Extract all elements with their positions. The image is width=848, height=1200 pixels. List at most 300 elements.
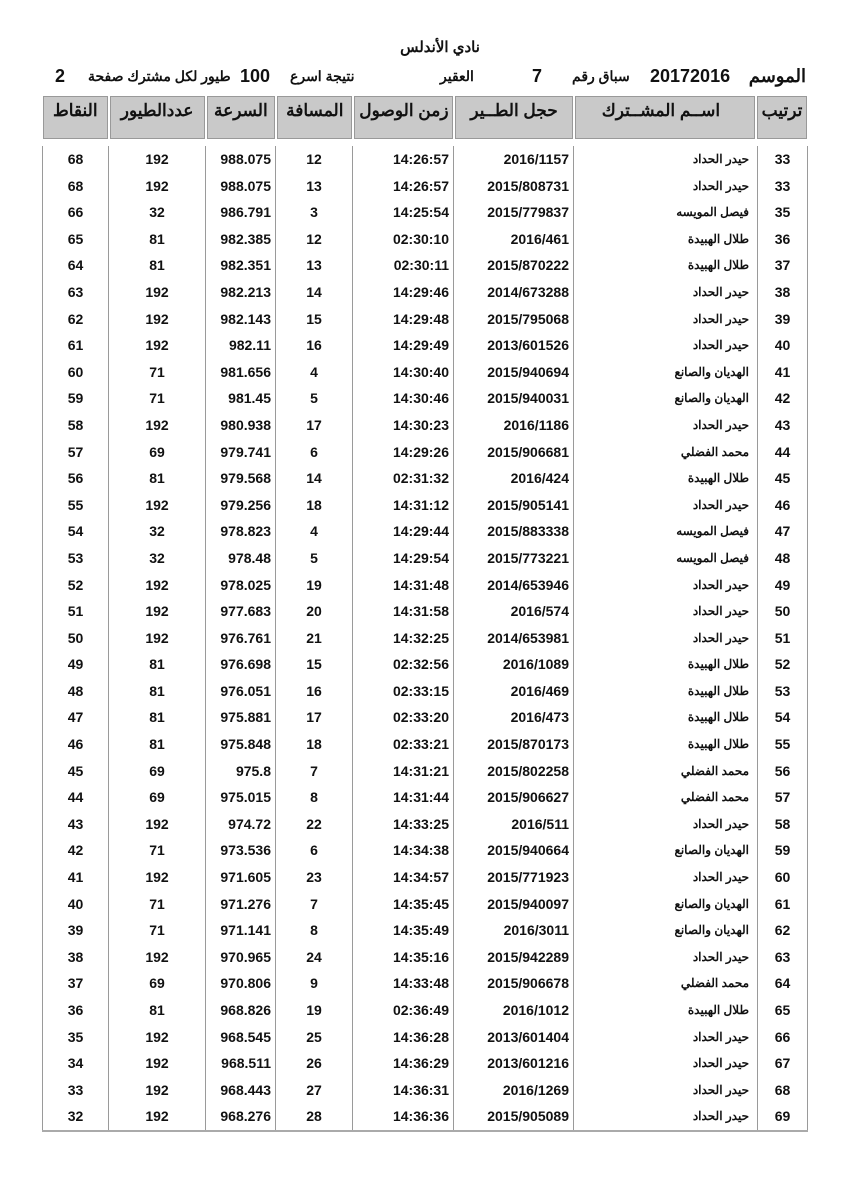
table-row (42, 758, 808, 785)
cell-speed: 977.683 (205, 598, 275, 625)
cell-distance: 20 (275, 598, 352, 625)
cell-bird-count: 81 (108, 678, 205, 705)
cell-rank: 56 (757, 758, 808, 785)
cell-distance: 22 (275, 811, 352, 838)
cell-arrival-time: 14:36:36 (352, 1103, 453, 1130)
cell-rank: 55 (757, 731, 808, 758)
cell-distance: 25 (275, 1024, 352, 1051)
cell-speed: 982.385 (205, 226, 275, 253)
cell-rank: 69 (757, 1103, 808, 1130)
cell-arrival-time: 14:31:58 (352, 598, 453, 625)
per-member-label: طيور لكل مشترك صفحة (88, 68, 231, 84)
cell-ring: 2016/473 (453, 704, 573, 731)
cell-member-name: فيصل المويسه (573, 518, 757, 545)
cell-ring: 2016/1089 (453, 651, 573, 678)
table-row (42, 173, 808, 200)
col-distance: المسافة (277, 96, 352, 139)
cell-ring: 2013/601526 (453, 332, 573, 359)
cell-arrival-time: 14:29:26 (352, 439, 453, 466)
cell-points: 41 (42, 864, 108, 891)
cell-arrival-time: 14:31:21 (352, 758, 453, 785)
cell-ring: 2015/773221 (453, 545, 573, 572)
cell-ring: 2015/905089 (453, 1103, 573, 1130)
cell-speed: 988.075 (205, 173, 275, 200)
cell-bird-count: 81 (108, 704, 205, 731)
cell-distance: 24 (275, 944, 352, 971)
cell-speed: 978.48 (205, 545, 275, 572)
cell-arrival-time: 02:30:10 (352, 226, 453, 253)
table-row (42, 997, 808, 1024)
cell-distance: 4 (275, 518, 352, 545)
cell-distance: 7 (275, 891, 352, 918)
cell-member-name: طلال الهبيدة (573, 465, 757, 492)
cell-ring: 2016/1269 (453, 1077, 573, 1104)
table-row (42, 1103, 808, 1130)
cell-bird-count: 81 (108, 226, 205, 253)
cell-member-name: محمد الفضلي (573, 758, 757, 785)
cell-ring: 2015/942289 (453, 944, 573, 971)
cell-speed: 973.536 (205, 837, 275, 864)
cell-points: 33 (42, 1077, 108, 1104)
cell-bird-count: 192 (108, 1050, 205, 1077)
cell-ring: 2016/1157 (453, 146, 573, 173)
cell-points: 55 (42, 492, 108, 519)
cell-member-name: حيدر الحداد (573, 1103, 757, 1130)
cell-rank: 33 (757, 173, 808, 200)
cell-arrival-time: 14:26:57 (352, 173, 453, 200)
cell-points: 49 (42, 651, 108, 678)
table-row (42, 864, 808, 891)
table-row (42, 492, 808, 519)
cell-points: 68 (42, 146, 108, 173)
cell-points: 42 (42, 837, 108, 864)
table-row (42, 332, 808, 359)
cell-bird-count: 192 (108, 944, 205, 971)
table-header (42, 95, 808, 140)
cell-speed: 976.698 (205, 651, 275, 678)
cell-arrival-time: 14:30:46 (352, 385, 453, 412)
cell-member-name: طلال الهبيدة (573, 252, 757, 279)
cell-distance: 14 (275, 279, 352, 306)
cell-speed: 968.826 (205, 997, 275, 1024)
cell-member-name: الهديان والصانع (573, 385, 757, 412)
cell-bird-count: 192 (108, 864, 205, 891)
cell-arrival-time: 14:36:29 (352, 1050, 453, 1077)
cell-points: 50 (42, 625, 108, 652)
table-row (42, 917, 808, 944)
cell-distance: 13 (275, 173, 352, 200)
cell-distance: 12 (275, 146, 352, 173)
cell-arrival-time: 02:36:49 (352, 997, 453, 1024)
cell-member-name: طلال الهبيدة (573, 678, 757, 705)
page-number: 2 (55, 66, 66, 86)
cell-points: 64 (42, 252, 108, 279)
table-row (42, 412, 808, 439)
cell-ring: 2016/1012 (453, 997, 573, 1024)
cell-bird-count: 81 (108, 997, 205, 1024)
cell-member-name: حيدر الحداد (573, 279, 757, 306)
table-row (42, 944, 808, 971)
cell-bird-count: 81 (108, 465, 205, 492)
cell-ring: 2014/653981 (453, 625, 573, 652)
cell-points: 48 (42, 678, 108, 705)
cell-bird-count: 192 (108, 492, 205, 519)
cell-member-name: حيدر الحداد (573, 572, 757, 599)
cell-points: 46 (42, 731, 108, 758)
cell-points: 56 (42, 465, 108, 492)
cell-member-name: محمد الفضلي (573, 784, 757, 811)
cell-arrival-time: 14:33:25 (352, 811, 453, 838)
table-row (42, 891, 808, 918)
table-row (42, 306, 808, 333)
race-label: سباق رقم (572, 68, 630, 84)
cell-arrival-time: 02:30:11 (352, 252, 453, 279)
cell-arrival-time: 02:31:32 (352, 465, 453, 492)
cell-distance: 9 (275, 970, 352, 997)
cell-ring: 2015/802258 (453, 758, 573, 785)
cell-member-name: حيدر الحداد (573, 1024, 757, 1051)
cell-speed: 978.025 (205, 572, 275, 599)
cell-speed: 982.351 (205, 252, 275, 279)
cell-points: 57 (42, 439, 108, 466)
cell-points: 68 (42, 173, 108, 200)
race-location: العقير (440, 68, 474, 84)
cell-rank: 54 (757, 704, 808, 731)
cell-speed: 974.72 (205, 811, 275, 838)
cell-distance: 21 (275, 625, 352, 652)
cell-rank: 35 (757, 199, 808, 226)
cell-speed: 971.141 (205, 917, 275, 944)
cell-bird-count: 192 (108, 625, 205, 652)
cell-bird-count: 71 (108, 917, 205, 944)
cell-ring: 2015/771923 (453, 864, 573, 891)
cell-rank: 57 (757, 784, 808, 811)
cell-arrival-time: 14:29:54 (352, 545, 453, 572)
cell-member-name: الهديان والصانع (573, 837, 757, 864)
cell-points: 44 (42, 784, 108, 811)
cell-arrival-time: 14:35:16 (352, 944, 453, 971)
cell-speed: 981.656 (205, 359, 275, 386)
cell-member-name: طلال الهبيدة (573, 226, 757, 253)
cell-distance: 15 (275, 651, 352, 678)
cell-distance: 6 (275, 439, 352, 466)
cell-arrival-time: 14:36:31 (352, 1077, 453, 1104)
cell-points: 32 (42, 1103, 108, 1130)
cell-speed: 978.823 (205, 518, 275, 545)
cell-member-name: محمد الفضلي (573, 439, 757, 466)
cell-rank: 51 (757, 625, 808, 652)
cell-bird-count: 192 (108, 412, 205, 439)
cell-ring: 2015/779837 (453, 199, 573, 226)
cell-speed: 979.568 (205, 465, 275, 492)
cell-speed: 975.881 (205, 704, 275, 731)
cell-rank: 52 (757, 651, 808, 678)
cell-arrival-time: 14:36:28 (352, 1024, 453, 1051)
cell-points: 36 (42, 997, 108, 1024)
cell-ring: 2015/808731 (453, 173, 573, 200)
cell-distance: 7 (275, 758, 352, 785)
cell-rank: 62 (757, 917, 808, 944)
cell-member-name: حيدر الحداد (573, 811, 757, 838)
cell-points: 66 (42, 199, 108, 226)
col-bird-count: عددالطيور (110, 96, 205, 139)
result-count: 100 (240, 66, 271, 86)
cell-member-name: حيدر الحداد (573, 332, 757, 359)
cell-points: 54 (42, 518, 108, 545)
result-label: نتيجة اسرع (290, 68, 355, 84)
cell-bird-count: 192 (108, 306, 205, 333)
cell-ring: 2015/906681 (453, 439, 573, 466)
cell-speed: 976.761 (205, 625, 275, 652)
cell-points: 62 (42, 306, 108, 333)
cell-rank: 33 (757, 146, 808, 173)
cell-points: 40 (42, 891, 108, 918)
table-row (42, 598, 808, 625)
cell-distance: 5 (275, 545, 352, 572)
cell-rank: 53 (757, 678, 808, 705)
cell-bird-count: 192 (108, 146, 205, 173)
cell-ring: 2014/673288 (453, 279, 573, 306)
cell-arrival-time: 14:31:44 (352, 784, 453, 811)
col-points: النقاط (43, 96, 108, 139)
cell-speed: 968.511 (205, 1050, 275, 1077)
table-row (42, 572, 808, 599)
cell-distance: 17 (275, 412, 352, 439)
cell-ring: 2014/653946 (453, 572, 573, 599)
cell-speed: 975.848 (205, 731, 275, 758)
cell-rank: 41 (757, 359, 808, 386)
table-row (42, 545, 808, 572)
season-label: الموسم (748, 66, 806, 86)
table-row (42, 518, 808, 545)
cell-distance: 15 (275, 306, 352, 333)
col-member-name: اســم المشــترك (575, 96, 755, 139)
cell-rank: 37 (757, 252, 808, 279)
cell-rank: 38 (757, 279, 808, 306)
cell-member-name: طلال الهبيدة (573, 651, 757, 678)
cell-speed: 971.605 (205, 864, 275, 891)
cell-bird-count: 71 (108, 837, 205, 864)
cell-member-name: الهديان والصانع (573, 917, 757, 944)
cell-member-name: حيدر الحداد (573, 864, 757, 891)
cell-speed: 975.015 (205, 784, 275, 811)
cell-bird-count: 192 (108, 811, 205, 838)
cell-arrival-time: 14:32:25 (352, 625, 453, 652)
cell-speed: 970.965 (205, 944, 275, 971)
table-row (42, 199, 808, 226)
table-row (42, 1024, 808, 1051)
cell-member-name: فيصل المويسه (573, 545, 757, 572)
table-row (42, 811, 808, 838)
cell-arrival-time: 14:29:49 (352, 332, 453, 359)
cell-distance: 27 (275, 1077, 352, 1104)
cell-arrival-time: 14:29:48 (352, 306, 453, 333)
cell-member-name: حيدر الحداد (573, 598, 757, 625)
cell-member-name: حيدر الحداد (573, 944, 757, 971)
cell-bird-count: 192 (108, 598, 205, 625)
cell-rank: 64 (757, 970, 808, 997)
cell-points: 58 (42, 412, 108, 439)
cell-member-name: محمد الفضلي (573, 970, 757, 997)
cell-speed: 971.276 (205, 891, 275, 918)
cell-rank: 65 (757, 997, 808, 1024)
cell-ring: 2015/940097 (453, 891, 573, 918)
table-body (42, 140, 808, 1132)
cell-points: 51 (42, 598, 108, 625)
cell-speed: 981.45 (205, 385, 275, 412)
cell-member-name: فيصل المويسه (573, 199, 757, 226)
cell-bird-count: 71 (108, 359, 205, 386)
cell-speed: 970.806 (205, 970, 275, 997)
cell-distance: 13 (275, 252, 352, 279)
cell-ring: 2015/940664 (453, 837, 573, 864)
cell-ring: 2016/424 (453, 465, 573, 492)
cell-distance: 4 (275, 359, 352, 386)
cell-member-name: حيدر الحداد (573, 625, 757, 652)
cell-ring: 2016/1186 (453, 412, 573, 439)
cell-ring: 2015/870222 (453, 252, 573, 279)
cell-member-name: حيدر الحداد (573, 146, 757, 173)
cell-ring: 2016/511 (453, 811, 573, 838)
cell-points: 34 (42, 1050, 108, 1077)
cell-rank: 50 (757, 598, 808, 625)
cell-rank: 68 (757, 1077, 808, 1104)
cell-arrival-time: 14:26:57 (352, 146, 453, 173)
table-row (42, 465, 808, 492)
cell-points: 52 (42, 572, 108, 599)
cell-bird-count: 192 (108, 1103, 205, 1130)
cell-rank: 47 (757, 518, 808, 545)
cell-speed: 986.791 (205, 199, 275, 226)
cell-ring: 2015/883338 (453, 518, 573, 545)
cell-rank: 44 (757, 439, 808, 466)
cell-arrival-time: 14:25:54 (352, 199, 453, 226)
cell-distance: 19 (275, 997, 352, 1024)
cell-rank: 67 (757, 1050, 808, 1077)
cell-speed: 979.256 (205, 492, 275, 519)
cell-member-name: حيدر الحداد (573, 173, 757, 200)
cell-ring: 2013/601216 (453, 1050, 573, 1077)
cell-distance: 3 (275, 199, 352, 226)
cell-member-name: طلال الهبيدة (573, 704, 757, 731)
table-row (42, 784, 808, 811)
cell-ring: 2015/905141 (453, 492, 573, 519)
cell-rank: 61 (757, 891, 808, 918)
cell-distance: 14 (275, 465, 352, 492)
cell-speed: 980.938 (205, 412, 275, 439)
cell-rank: 42 (757, 385, 808, 412)
cell-speed: 979.741 (205, 439, 275, 466)
cell-rank: 58 (757, 811, 808, 838)
cell-bird-count: 69 (108, 758, 205, 785)
table-row (42, 731, 808, 758)
cell-member-name: حيدر الحداد (573, 412, 757, 439)
cell-points: 39 (42, 917, 108, 944)
cell-member-name: حيدر الحداد (573, 1050, 757, 1077)
cell-speed: 982.11 (205, 332, 275, 359)
cell-distance: 5 (275, 385, 352, 412)
cell-distance: 26 (275, 1050, 352, 1077)
table-row (42, 146, 808, 173)
cell-bird-count: 81 (108, 731, 205, 758)
cell-points: 45 (42, 758, 108, 785)
cell-bird-count: 71 (108, 385, 205, 412)
cell-rank: 43 (757, 412, 808, 439)
table-row (42, 359, 808, 386)
cell-points: 61 (42, 332, 108, 359)
cell-bird-count: 81 (108, 651, 205, 678)
cell-distance: 17 (275, 704, 352, 731)
cell-arrival-time: 02:33:21 (352, 731, 453, 758)
cell-bird-count: 71 (108, 891, 205, 918)
table-row (42, 279, 808, 306)
cell-speed: 982.213 (205, 279, 275, 306)
cell-arrival-time: 02:32:56 (352, 651, 453, 678)
cell-member-name: حيدر الحداد (573, 492, 757, 519)
cell-points: 35 (42, 1024, 108, 1051)
cell-ring: 2015/795068 (453, 306, 573, 333)
table-row (42, 970, 808, 997)
cell-rank: 49 (757, 572, 808, 599)
cell-distance: 8 (275, 784, 352, 811)
cell-arrival-time: 14:33:48 (352, 970, 453, 997)
cell-member-name: طلال الهبيدة (573, 731, 757, 758)
cell-bird-count: 81 (108, 252, 205, 279)
cell-rank: 40 (757, 332, 808, 359)
cell-ring: 2015/940031 (453, 385, 573, 412)
cell-distance: 6 (275, 837, 352, 864)
table-row (42, 385, 808, 412)
cell-arrival-time: 14:29:44 (352, 518, 453, 545)
cell-rank: 39 (757, 306, 808, 333)
table-row (42, 651, 808, 678)
table-row (42, 837, 808, 864)
cell-bird-count: 69 (108, 439, 205, 466)
cell-member-name: الهديان والصانع (573, 891, 757, 918)
cell-bird-count: 192 (108, 572, 205, 599)
cell-arrival-time: 14:30:23 (352, 412, 453, 439)
club-title: نادي الأندلس (400, 39, 480, 56)
col-speed: السرعة (207, 96, 276, 139)
table-row (42, 1050, 808, 1077)
cell-points: 59 (42, 385, 108, 412)
cell-speed: 976.051 (205, 678, 275, 705)
cell-ring: 2016/3011 (453, 917, 573, 944)
table-row (42, 625, 808, 652)
cell-speed: 982.143 (205, 306, 275, 333)
cell-member-name: حيدر الحداد (573, 1077, 757, 1104)
cell-distance: 19 (275, 572, 352, 599)
cell-bird-count: 69 (108, 784, 205, 811)
cell-rank: 60 (757, 864, 808, 891)
cell-rank: 63 (757, 944, 808, 971)
cell-bird-count: 69 (108, 970, 205, 997)
cell-bird-count: 192 (108, 1077, 205, 1104)
cell-member-name: الهديان والصانع (573, 359, 757, 386)
cell-arrival-time: 02:33:15 (352, 678, 453, 705)
cell-bird-count: 32 (108, 518, 205, 545)
cell-points: 60 (42, 359, 108, 386)
cell-rank: 66 (757, 1024, 808, 1051)
cell-member-name: طلال الهبيدة (573, 997, 757, 1024)
cell-arrival-time: 02:33:20 (352, 704, 453, 731)
cell-ring: 2016/461 (453, 226, 573, 253)
cell-distance: 18 (275, 492, 352, 519)
cell-points: 43 (42, 811, 108, 838)
cell-arrival-time: 14:35:45 (352, 891, 453, 918)
cell-bird-count: 32 (108, 199, 205, 226)
cell-distance: 16 (275, 332, 352, 359)
